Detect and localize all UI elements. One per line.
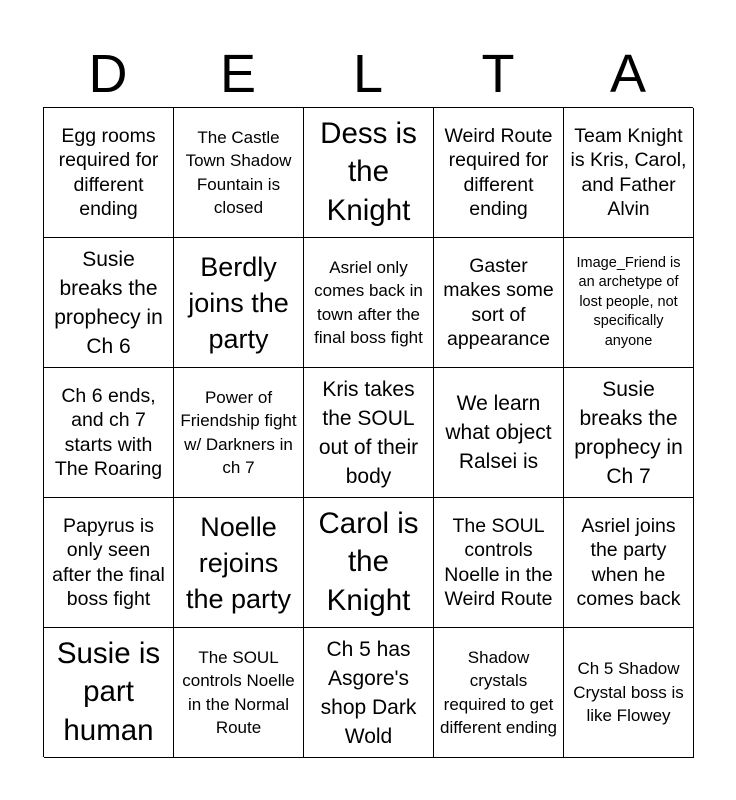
cell-text: Asriel only comes back in town after the final boss fight — [314, 257, 423, 347]
cell-text: Noelle rejoins the party — [185, 511, 292, 614]
bingo-cell-r5-c1[interactable] — [44, 628, 174, 758]
cell-text: We learn what object Ralsei is — [445, 392, 552, 473]
header-letter-l: L — [352, 44, 384, 104]
bingo-cell-r4-c5[interactable] — [564, 498, 694, 628]
bingo-cell-r2-c2[interactable] — [174, 238, 304, 368]
bingo-cell-r3-c3[interactable] — [304, 368, 434, 498]
cell-text: Berdly joins the party — [188, 251, 289, 354]
cell-text: The SOUL controls Noelle in the Normal Route — [182, 647, 295, 737]
bingo-cell-r4-c1[interactable] — [44, 498, 174, 628]
cell-text: Susie breaks the prophecy in Ch 7 — [574, 377, 683, 488]
header-letter-d: D — [88, 44, 128, 104]
bingo-cell-r3-c2[interactable] — [174, 368, 304, 498]
cell-text: Carol is the Knight — [318, 506, 419, 617]
bingo-cell-r4-c3[interactable] — [304, 498, 434, 628]
cell-text: Egg rooms required for different ending — [58, 124, 159, 220]
bingo-header — [43, 42, 693, 106]
bingo-cell-r4-c2[interactable] — [174, 498, 304, 628]
bingo-cell-r1-c3[interactable] — [304, 108, 434, 238]
cell-text: Susie breaks the prophecy in Ch 6 — [54, 247, 163, 358]
cell-text: Image_Friend is an archetype of lost people, not specifically anyone — [576, 254, 681, 349]
bingo-cell-r5-c4[interactable] — [434, 628, 564, 758]
bingo-cell-r5-c5[interactable] — [564, 628, 694, 758]
cell-text: Ch 5 has Asgore's shop Dark Wold — [320, 637, 417, 748]
cell-text: Power of Friendship fight w/ Darkners in ch 7 — [180, 387, 297, 477]
cell-text: Weird Route required for different ending — [444, 124, 553, 220]
bingo-cell-r2-c4[interactable] — [434, 238, 564, 368]
cell-text: Gaster makes some sort of appearance — [443, 254, 554, 350]
bingo-cell-r1-c1[interactable] — [44, 108, 174, 238]
cell-text: Ch 5 Shadow Crystal boss is like Flowey — [573, 659, 684, 726]
header-letter-t: T — [481, 44, 515, 104]
cell-text: Team Knight is Kris, Carol, and Father Alvin — [570, 124, 687, 220]
cell-text: The Castle Town Shadow Fountain is closed — [185, 127, 292, 217]
bingo-cell-r3-c1[interactable] — [44, 368, 174, 498]
bingo-cell-r3-c5[interactable] — [564, 368, 694, 498]
cell-text: The SOUL controls Noelle in the Weird Route — [444, 514, 553, 610]
cell-text: Shadow crystals required to get different ending — [440, 647, 557, 737]
cell-text: Asriel joins the party when he comes back — [576, 514, 681, 610]
bingo-grid — [43, 107, 693, 757]
bingo-cell-r5-c3[interactable] — [304, 628, 434, 758]
cell-text: Papyrus is only seen after the final boss fight — [52, 514, 165, 610]
cell-text: Susie is part human — [56, 636, 161, 747]
header-letter-a: A — [609, 44, 647, 104]
bingo-cell-r3-c4[interactable] — [434, 368, 564, 498]
bingo-cell-r1-c4[interactable] — [434, 108, 564, 238]
header-letter-e: E — [219, 44, 257, 104]
bingo-cell-r4-c4[interactable] — [434, 498, 564, 628]
bingo-cell-r1-c5[interactable] — [564, 108, 694, 238]
cell-text: Dess is the Knight — [320, 116, 417, 227]
bingo-cell-r2-c3[interactable] — [304, 238, 434, 368]
bingo-cell-r1-c2[interactable] — [174, 108, 304, 238]
cell-text: Ch 6 ends, and ch 7 starts with The Roaring — [54, 384, 163, 480]
bingo-cell-r2-c1[interactable] — [44, 238, 174, 368]
cell-text: Kris takes the SOUL out of their body — [318, 377, 419, 488]
bingo-cell-r5-c2[interactable] — [174, 628, 304, 758]
bingo-cell-r2-c5[interactable] — [564, 238, 694, 368]
